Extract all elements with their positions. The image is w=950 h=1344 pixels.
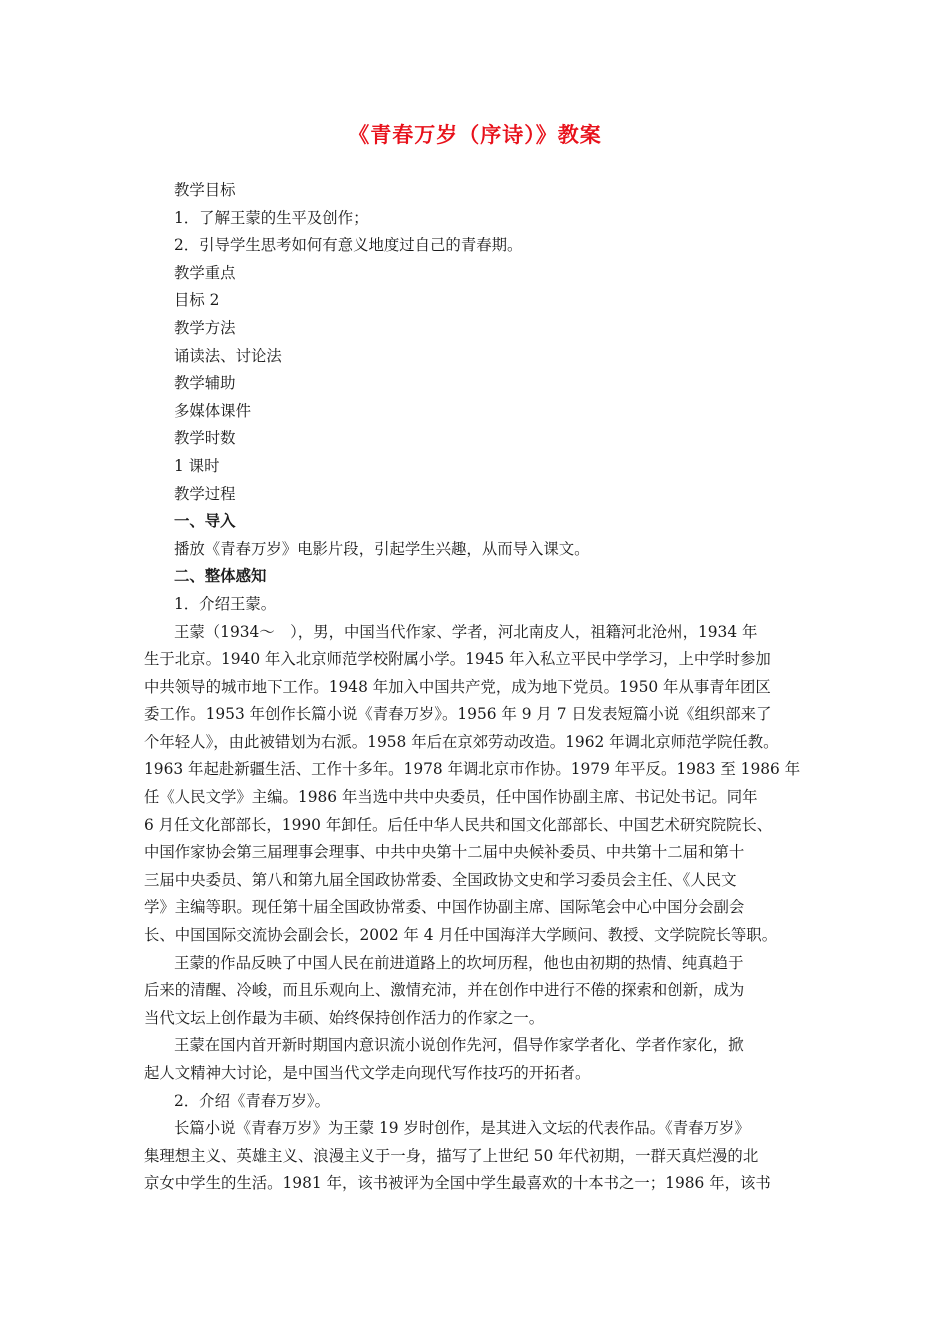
text-line: 2．介绍《青春万岁》。 <box>174 1091 330 1110</box>
text-line: 播放《青春万岁》电影片段，引起学生兴趣，从而导入课文。 <box>174 539 590 558</box>
text-line: 学》主编等职。现任第十届全国政协常委、中国作协副主席、国际笔会中心中国分会副会 <box>144 898 745 917</box>
text-line: 长篇小说《青春万岁》为王蒙 19 岁时创作，是其进入文坛的代表作品。《青春万岁》 <box>174 1119 750 1138</box>
text-line: 京女中学生的生活。1981 年，该书被评为全国中学生最喜欢的十本书之一；1986 年，该书 <box>144 1174 771 1193</box>
document-title: 《青春万岁（序诗）》教案 <box>348 123 602 147</box>
text-line: 教学过程 <box>174 484 236 503</box>
text-line: 1．介绍王蒙。 <box>174 594 277 613</box>
text-line: 1 课时 <box>174 456 220 475</box>
text-line: 诵读法、讨论法 <box>174 346 282 365</box>
text-line: 教学目标 <box>174 181 236 199</box>
text-line: 当代文坛上创作最为丰硕、始终保持创作活力的作家之一。 <box>144 1008 545 1027</box>
text-line: 长、中国国际交流协会副会长，2002 年 4 月任中国海洋大学顾问、教授、文学院院长等职。 <box>144 926 778 945</box>
section-heading: 一、导入 <box>174 512 236 531</box>
text-line: 任《人民文学》主编。1986 年当选中共中央委员，任中国作协副主席、书记处书记。同年 <box>144 788 758 807</box>
text-line: 王蒙在国内首开新时期国内意识流小说创作先河，倡导作家学者化、学者作家化，掀 <box>174 1036 744 1055</box>
text-line: 三届中央委员、第八和第九届全国政协常委、全国政协文史和学习委员会主任、《人民文 <box>144 870 737 889</box>
document-body <box>144 177 809 1198</box>
text-line: 生于北京。1940 年入北京师范学校附属小学。1945 年入私立平民中学学习，上中学时参加 <box>144 650 771 669</box>
text-line: 教学方法 <box>174 318 236 337</box>
text-line: 教学辅助 <box>174 374 236 393</box>
text-line: 2．引导学生思考如何有意义地度过自己的青春期。 <box>174 236 523 255</box>
text-line: 王蒙的作品反映了中国人民在前进道路上的坎坷历程，他也由初期的热情、纯真趋于 <box>174 953 744 972</box>
section-heading: 二、整体感知 <box>174 567 267 586</box>
text-line: 集理想主义、英雄主义、浪漫主义于一身，描写了上世纪 50 年代初期，一群天真烂漫的北 <box>144 1146 759 1165</box>
text-line: 后来的清醒、冷峻，而且乐观向上、激情充沛，并在创作中进行不倦的探索和创新，成为 <box>144 981 745 1000</box>
text-line: 6 月任文化部部长，1990 年卸任。后任中华人民共和国文化部部长、中国艺术研究院院长、 <box>144 815 773 834</box>
text-line: 中共领导的城市地下工作。1948 年加入中国共产党，成为地下党员。1950 年从事青年团区 <box>144 677 771 696</box>
text-line: 委工作。1953 年创作长篇小说《青春万岁》。1956 年 9 月 7 日发表短篇小说《组织部来了 <box>144 705 772 724</box>
text-line: 教学重点 <box>174 263 236 282</box>
text-line: 个年轻人》，由此被错划为右派。1958 年后在京郊劳动改造。1962 年调北京师范学院任教。 <box>144 732 779 751</box>
text-line: 多媒体课件 <box>174 401 251 420</box>
text-line: 中国作家协会第三届理事会理事、中共中央第十二届中央候补委员、中共第十二届和第十 <box>144 843 745 862</box>
text-line: 起人文精神大讨论，是中国当代文学走向现代写作技巧的开拓者。 <box>144 1064 591 1082</box>
text-line: 王蒙（1934～ ），男，中国当代作家、学者，河北南皮人，祖籍河北沧州，1934 年 <box>174 622 758 641</box>
text-line: 教学时数 <box>174 429 236 448</box>
text-line: 1．了解王蒙的生平及创作； <box>174 208 369 227</box>
text-line: 目标 2 <box>174 291 220 310</box>
text-line: 1963 年起赴新疆生活、工作十多年。1978 年调北京市作协。1979 年平反。1983 至 1986 年 <box>144 760 801 779</box>
